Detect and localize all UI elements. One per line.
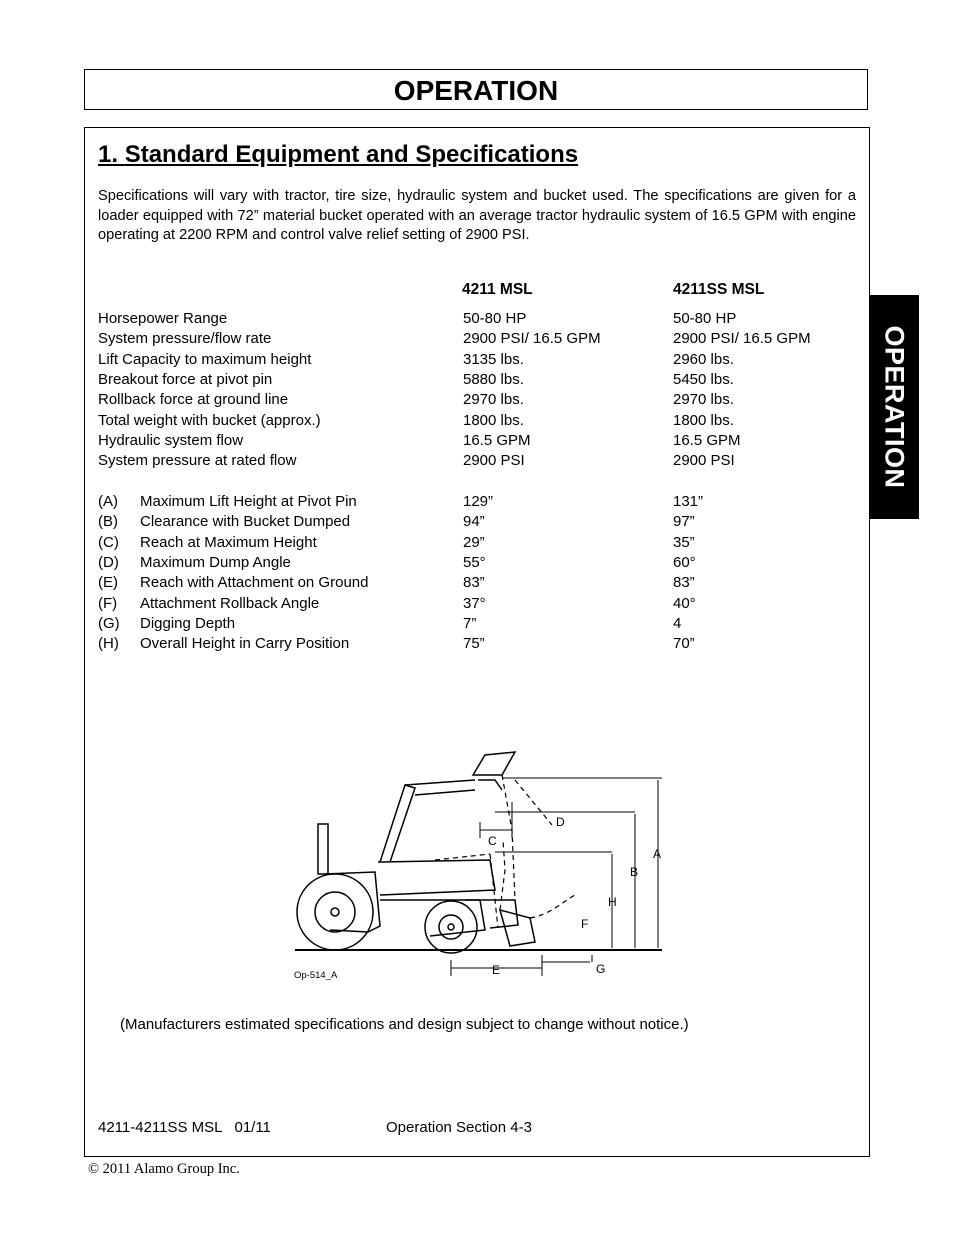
dimension-key: (A) xyxy=(98,493,118,510)
label-b: B xyxy=(630,865,639,879)
column-header-4211ss: 4211SS MSL xyxy=(673,281,765,298)
spec-value-4211ss: 2970 lbs. xyxy=(673,391,734,409)
spec-label: Horsepower Range xyxy=(98,310,228,327)
label-c: C xyxy=(488,834,497,848)
spec-value-4211ss: 50-80 HP xyxy=(673,310,737,327)
spec-label: Breakout force at pivot pin xyxy=(98,370,273,388)
dimension-value-4211: 29” xyxy=(463,533,485,551)
dimension-key: (E) xyxy=(98,574,118,592)
dimension-value-4211: 129” xyxy=(463,493,494,510)
label-f: F xyxy=(581,917,589,931)
lowered-bucket xyxy=(500,910,535,946)
dimension-label: Digging Depth xyxy=(140,614,236,632)
label-g: G xyxy=(596,962,606,976)
dimension-key: (D) xyxy=(98,553,119,571)
spec-value-4211: 16.5 GPM xyxy=(463,431,531,449)
spec-value-4211: 3135 lbs. xyxy=(463,350,524,368)
copyright: © 2011 Alamo Group Inc. xyxy=(88,1161,240,1177)
dimension-value-4211ss: 97” xyxy=(673,513,695,531)
dimension-label: Maximum Dump Angle xyxy=(140,553,291,571)
column-header-4211: 4211 MSL xyxy=(462,281,533,298)
spec-label: System pressure/flow rate xyxy=(98,330,272,348)
spec-label: Hydraulic system flow xyxy=(98,431,244,449)
dimension-key: (F) xyxy=(98,594,118,612)
spec-value-4211ss: 2960 lbs. xyxy=(673,350,734,368)
front-wheel xyxy=(425,901,477,953)
spec-value-4211ss: 5450 lbs. xyxy=(673,370,734,388)
dimension-value-4211ss: 131” xyxy=(673,493,704,510)
intro-paragraph: Specifications will vary with tractor, tire size, hydraulic system and bucket used. The specifications are given for a loader equipped with 72” material bucket operated with an average tractor hydraulic system of 16.5 GPM with engine operating at 2200 RPM and control valve relief setting of 2900 PSI. xyxy=(98,188,856,243)
rear-wheel xyxy=(297,874,373,950)
dimension-label: Reach at Maximum Height xyxy=(140,533,317,551)
dimension-label: Overall Height in Carry Position xyxy=(140,635,350,653)
dimension-value-4211: 7” xyxy=(463,614,477,632)
spec-value-4211: 2970 lbs. xyxy=(463,391,524,409)
footer-model-date: 4211-4211SS MSL 01/11 xyxy=(98,1119,271,1136)
spec-value-4211ss: 2900 PSI xyxy=(673,452,735,470)
dimension-key: (G) xyxy=(98,614,120,632)
figure-id: Op-514_A xyxy=(294,970,338,981)
dimension-value-4211ss: 35” xyxy=(673,533,695,551)
dimension-value-4211ss: 4 xyxy=(673,614,682,632)
dimension-label: Maximum Lift Height at Pivot Pin xyxy=(140,493,357,510)
spec-label: Rollback force at ground line xyxy=(98,391,289,409)
loader-upright xyxy=(380,780,475,862)
dimension-value-4211: 55° xyxy=(463,553,486,571)
dimension-value-4211: 37° xyxy=(463,594,486,612)
spec-value-4211ss: 16.5 GPM xyxy=(673,431,741,449)
spec-label: Total weight with bucket (approx.) xyxy=(98,411,321,429)
dimension-label: Clearance with Bucket Dumped xyxy=(140,513,351,531)
section-title-text: Standard Equipment and Specifications xyxy=(124,141,579,168)
loader-dimension-diagram xyxy=(290,750,670,985)
section-title xyxy=(98,141,578,169)
spec-value-4211: 1800 lbs. xyxy=(463,411,524,429)
section-number: 1. xyxy=(98,141,119,168)
dimension-key: (H) xyxy=(98,635,119,653)
label-a: A xyxy=(653,847,662,861)
label-h: H xyxy=(608,895,617,909)
spec-label: Lift Capacity to maximum height xyxy=(98,350,312,368)
dimension-key: (B) xyxy=(98,513,118,531)
dimension-key: (C) xyxy=(98,533,119,551)
spec-value-4211: 50-80 HP xyxy=(463,310,527,327)
raised-bucket xyxy=(473,752,515,790)
spec-value-4211ss: 1800 lbs. xyxy=(673,411,734,429)
header-box xyxy=(84,69,868,110)
footer-section-page: Operation Section 4-3 xyxy=(386,1119,532,1136)
label-e: E xyxy=(492,963,501,977)
dimension-value-4211ss: 70” xyxy=(673,635,695,653)
disclaimer: (Manufacturers estimated specifications and design subject to change without notice.) xyxy=(120,1016,689,1033)
dimension-label: Reach with Attachment on Ground xyxy=(140,574,369,592)
dimension-value-4211ss: 83” xyxy=(673,574,695,592)
dimension-value-4211ss: 40° xyxy=(673,594,696,612)
dimension-value-4211: 83” xyxy=(463,574,485,592)
label-d: D xyxy=(556,815,565,829)
dimension-label: Attachment Rollback Angle xyxy=(140,594,320,612)
page-header-title: OPERATION xyxy=(393,75,559,106)
spec-value-4211ss: 2900 PSI/ 16.5 GPM xyxy=(673,330,811,348)
spec-value-4211: 5880 lbs. xyxy=(463,370,524,388)
side-tab xyxy=(869,295,919,519)
dimension-value-4211: 94” xyxy=(463,513,485,531)
dimension-value-4211: 75” xyxy=(463,635,485,653)
side-tab-label: OPERATION xyxy=(879,325,910,489)
dimension-value-4211ss: 60° xyxy=(673,553,696,571)
spec-value-4211: 2900 PSI/ 16.5 GPM xyxy=(463,330,601,348)
spec-label: System pressure at rated flow xyxy=(98,452,297,470)
spec-value-4211: 2900 PSI xyxy=(463,452,525,470)
